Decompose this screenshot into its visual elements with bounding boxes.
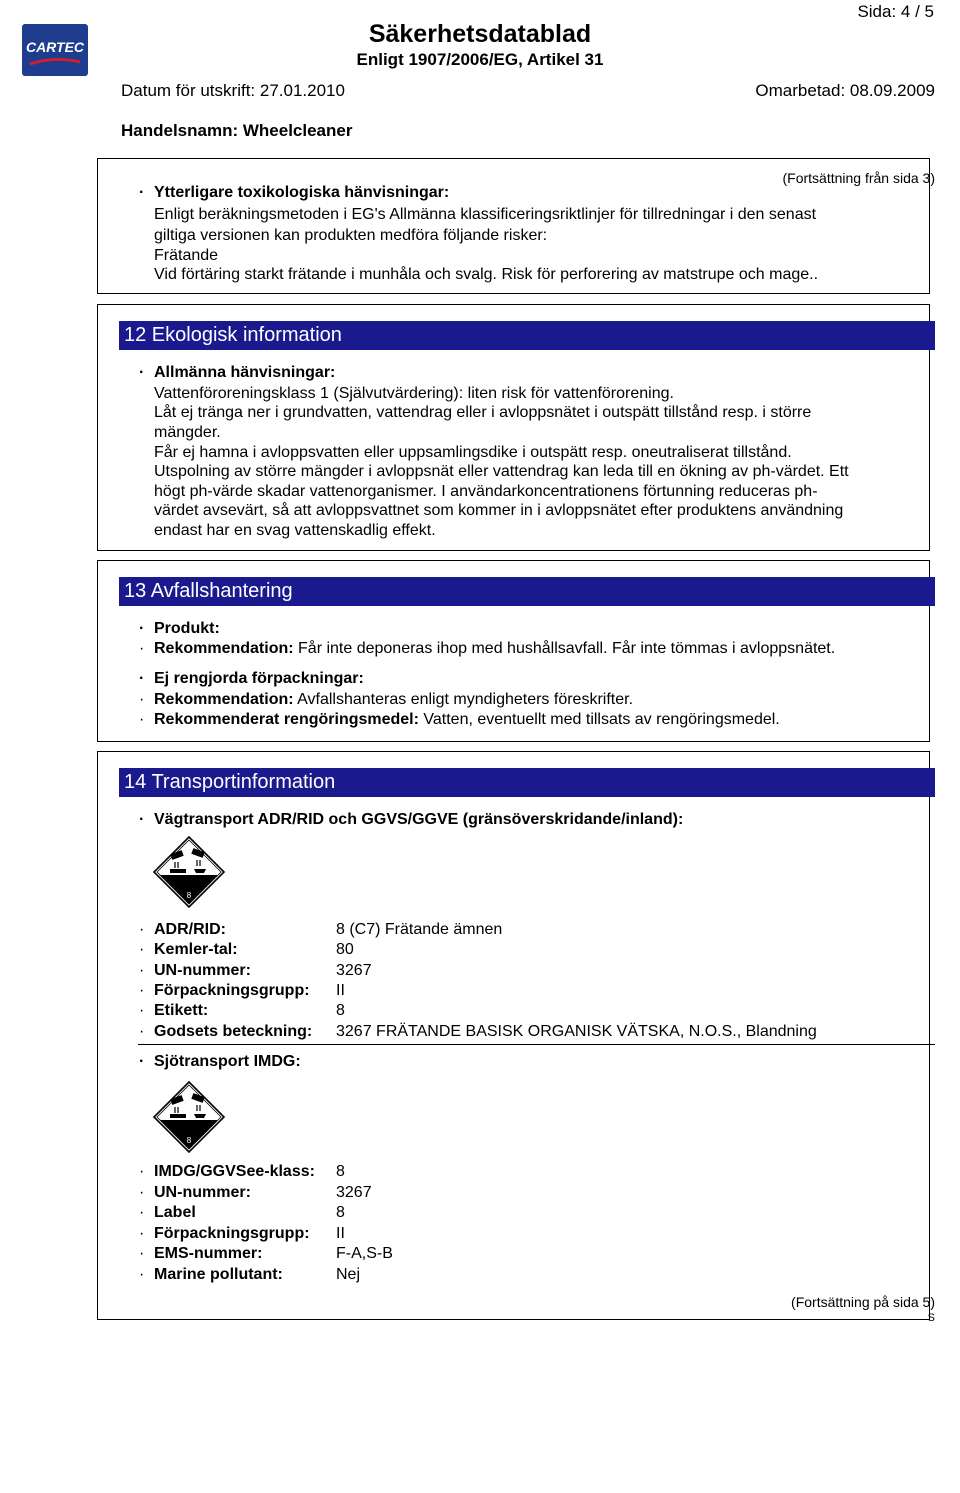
corrosive-hazard-icon: [152, 835, 226, 909]
section-12-line: endast har en svag vattenskadlig effekt.: [154, 522, 436, 539]
road-item: · Kemler-tal: 80: [139, 941, 354, 958]
continued-to: (Fortsättning på sida 5): [791, 1294, 935, 1310]
sea-item: · Förpackningsgrupp: II: [139, 1225, 345, 1242]
divider: [138, 1044, 935, 1045]
logo-text: CARTEC: [25, 39, 85, 55]
packaging-recommendation: · Rekommendation: Avfallshanteras enligt myndigheters föreskrifter.: [139, 691, 634, 708]
road-item: · UN-nummer: 3267: [139, 962, 372, 979]
section-12-line: Får ej hamna i avloppsvatten eller uppsamlingsdike i outspätt resp. oneutraliserat tillstånd.: [154, 444, 792, 461]
section-12-line: mängder.: [154, 424, 221, 441]
toxicology-heading: · Ytterligare toxikologiska hänvisningar:: [139, 184, 450, 201]
hazard-class-number: 8: [186, 1136, 192, 1145]
section-12-line: värdet avsevärt, så att avloppsvattnet som kommer in i avloppsnätet efter produktens användning: [154, 502, 844, 519]
product-heading: · Produkt:: [139, 620, 220, 637]
toxicology-line: Vid förtäring starkt frätande i munhåla och svalg. Risk för perforering av matstrupe och mage..: [154, 266, 819, 283]
sea-item: · Marine pollutant: Nej: [139, 1266, 361, 1283]
section-13-title: 13 Avfallshantering: [119, 577, 935, 606]
section-12-line: Låt ej tränga ner i grundvatten, vattendrag eller i avloppsnätet i outspätt tillstånd resp. i större: [154, 404, 812, 421]
document-title: Säkerhetsdatablad: [368, 20, 592, 48]
section-12-line: högt ph-värde skadar vattenorganismer. I användarkoncentrationens förtunning reduceras ph-: [154, 483, 818, 500]
recommended-cleaner: · Rekommenderat rengöringsmedel: Vatten, eventuellt med tillsats av rengöringsmedel.: [139, 711, 780, 728]
road-item: · Etikett: 8: [139, 1002, 345, 1019]
road-transport-heading: · Vägtransport ADR/RID och GGVS/GGVE (gränsöverskridande/inland):: [139, 811, 684, 828]
print-date: Datum för utskrift: 27.01.2010: [121, 81, 345, 100]
toxicology-line: giltiga versionen kan produkten medföra följande risker:: [154, 227, 548, 244]
road-item: · Godsets beteckning: 3267 FRÄTANDE BASISK ORGANISK VÄTSKA, N.O.S., Blandning: [139, 1023, 817, 1040]
uncleaned-packaging-heading: · Ej rengjorda förpackningar:: [139, 670, 364, 687]
revision-date: Omarbetad: 08.09.2009: [755, 81, 935, 100]
section-14-title: 14 Transportinformation: [119, 768, 935, 797]
section-12-line: Vattenföroreningsklass 1 (Självutvärdering): liten risk för vattenförorening.: [154, 385, 674, 402]
hazard-class-number: 8: [186, 891, 192, 900]
section-12-heading: · Allmänna hänvisningar:: [139, 364, 336, 381]
corrosive-hazard-icon: [152, 1080, 226, 1154]
road-item: · Förpackningsgrupp: II: [139, 982, 345, 999]
sea-item: · EMS-nummer: F-A,S-B: [139, 1245, 393, 1262]
section-12-line: Utspolning av större mängder i avloppsnät eller vattendrag kan leda till en ökning av ph-värdet. Ett: [154, 463, 849, 480]
road-item: · ADR/RID: 8 (C7) Frätande ämnen: [139, 921, 503, 938]
continued-from: (Fortsättning från sida 3): [782, 170, 935, 186]
sea-transport-heading: · Sjötransport IMDG:: [139, 1053, 301, 1070]
trade-name: Handelsnamn: Wheelcleaner: [121, 121, 353, 140]
sea-item: · IMDG/GGVSee-klass: 8: [139, 1163, 345, 1180]
toxicology-line: Enligt beräkningsmetoden i EG's Allmänna klassificeringsriktlinjer för tillredningar i den senast: [154, 206, 817, 223]
section-12-title: 12 Ekologisk information: [119, 321, 935, 350]
sea-item: · UN-nummer: 3267: [139, 1184, 372, 1201]
page-number: Sida: 4 / 5: [857, 2, 934, 21]
footer-mark: S: [927, 1312, 935, 1324]
product-recommendation: · Rekommendation: Får inte deponeras ihop med hushållsavfall. Får inte tömmas i avloppsnätet.: [139, 640, 836, 657]
document-subtitle: Enligt 1907/2006/EG, Artikel 31: [356, 50, 604, 69]
toxicology-line: Frätande: [154, 247, 219, 264]
sea-item: · Label 8: [139, 1204, 345, 1221]
